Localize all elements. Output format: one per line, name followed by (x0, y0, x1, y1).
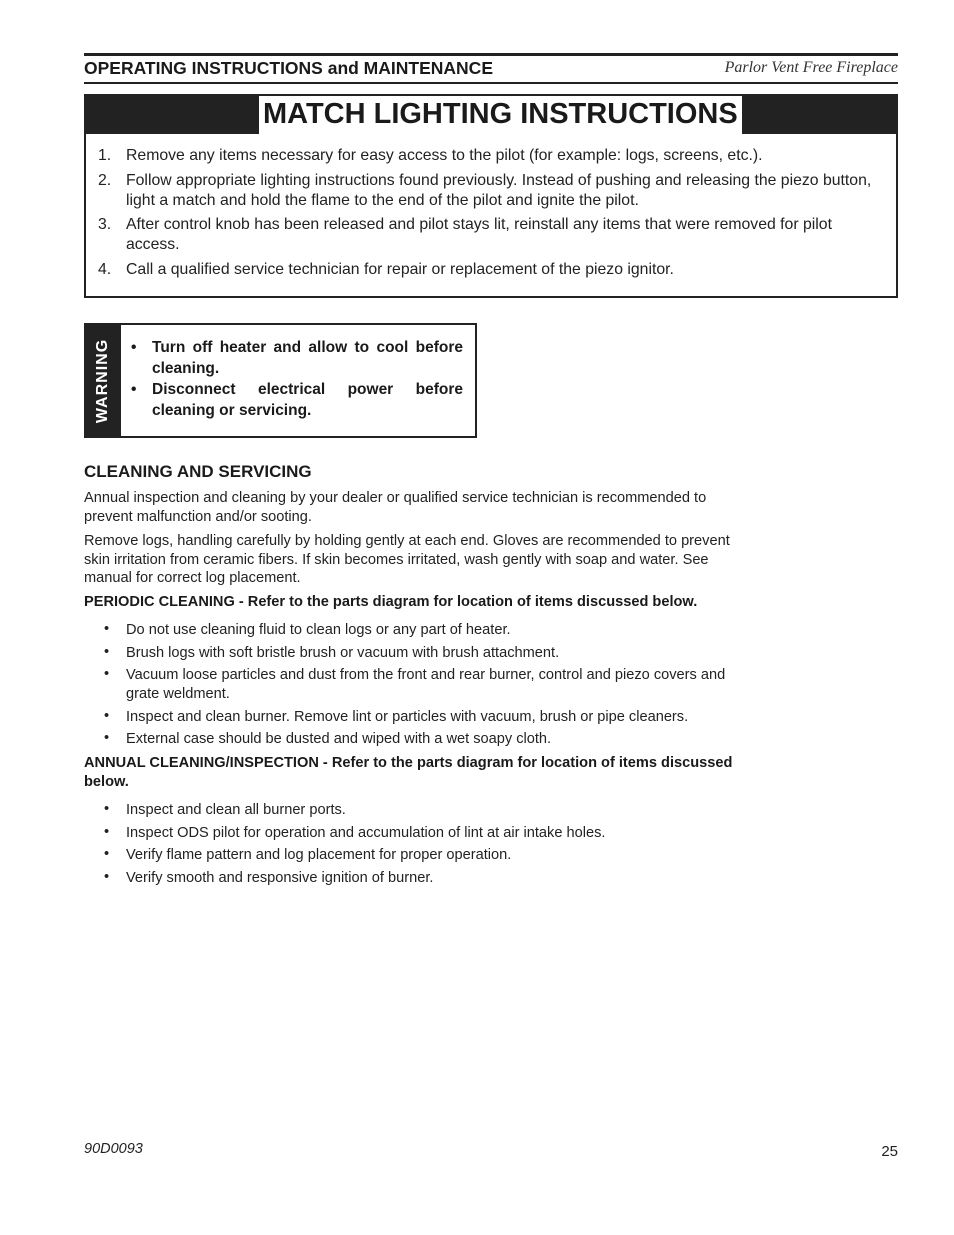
section-header: OPERATING INSTRUCTIONS and MAINTENANCE (84, 58, 493, 78)
match-lighting-steps (96, 146, 878, 284)
list-item: • Inspect and clean burner. Remove lint or particles with vacuum, brush or pipe cleaners. (104, 707, 689, 725)
list-item: • Do not use cleaning fluid to clean logs or any part of heater. (104, 621, 511, 638)
list-item: • Verify flame pattern and log placement for proper operation. (104, 846, 512, 864)
list-item: • Inspect ODS pilot for operation and accumulation of lint at air intake holes. (104, 823, 606, 841)
warning-item: • Disconnect electrical power before cleaning or servicing. (131, 381, 463, 419)
warning-list (130, 337, 463, 421)
step-item: 4. Call a qualified service technician for repair or replacement of the piezo ignitor. (98, 260, 674, 278)
step-item: 1. Remove any items necessary for easy access to the pilot (for example: logs, screens, etc.). (98, 147, 763, 164)
cleaning-title: CLEANING AND SERVICING (84, 462, 312, 481)
periodic-cleaning-list (104, 621, 760, 753)
annual-cleaning-heading: ANNUAL CLEANING/INSPECTION - Refer to the parts diagram for location of items discussed below. (84, 755, 733, 790)
annual-cleaning-list (104, 801, 760, 892)
match-lighting-title: MATCH LIGHTING INSTRUCTIONS (259, 96, 742, 134)
warning-label: WARNING (94, 338, 112, 423)
list-item: • Vacuum loose particles and dust from the front and rear burner, control and piezo covers and grate weldment. (104, 666, 726, 702)
page-number: 25 (881, 1143, 898, 1160)
header-bottom-rule (84, 82, 898, 84)
list-item: • Verify smooth and responsive ignition of burner. (104, 869, 434, 887)
periodic-cleaning-heading: PERIODIC CLEANING - Refer to the parts diagram for location of items discussed below. (84, 594, 698, 610)
document-number: 90D0093 (84, 1141, 143, 1157)
list-item: • Brush logs with soft bristle brush or vacuum with brush attachment. (104, 643, 560, 661)
list-item: • External case should be dusted and wiped with a wet soapy cloth. (104, 730, 552, 748)
warning-item: • Turn off heater and allow to cool before cleaning. (131, 339, 463, 377)
header-top-rule (84, 53, 898, 56)
cleaning-paragraph-2: Remove logs, handling carefully by holding gently at each end. Gloves are recommended to prevent skin irritation from ceramic fibers. If skin becomes irritated, wash gently with soap and water. See manual for correct log placement. (84, 533, 730, 586)
product-name: Parlor Vent Free Fireplace (724, 59, 898, 76)
list-item: • Inspect and clean all burner ports. (104, 801, 346, 818)
step-item: 3. After control knob has been released and pilot stays lit, reinstall any items that were removed for pilot access. (98, 216, 832, 253)
step-item: 2. Follow appropriate lighting instructions found previously. Instead of pushing and releasing the piezo button, light a match and hold the flame to the end of the pilot and ignite the pilot. (98, 171, 872, 209)
cleaning-paragraph-1: Annual inspection and cleaning by your dealer or qualified service technician is recommended to prevent malfunction and/or sooting. (84, 490, 707, 525)
